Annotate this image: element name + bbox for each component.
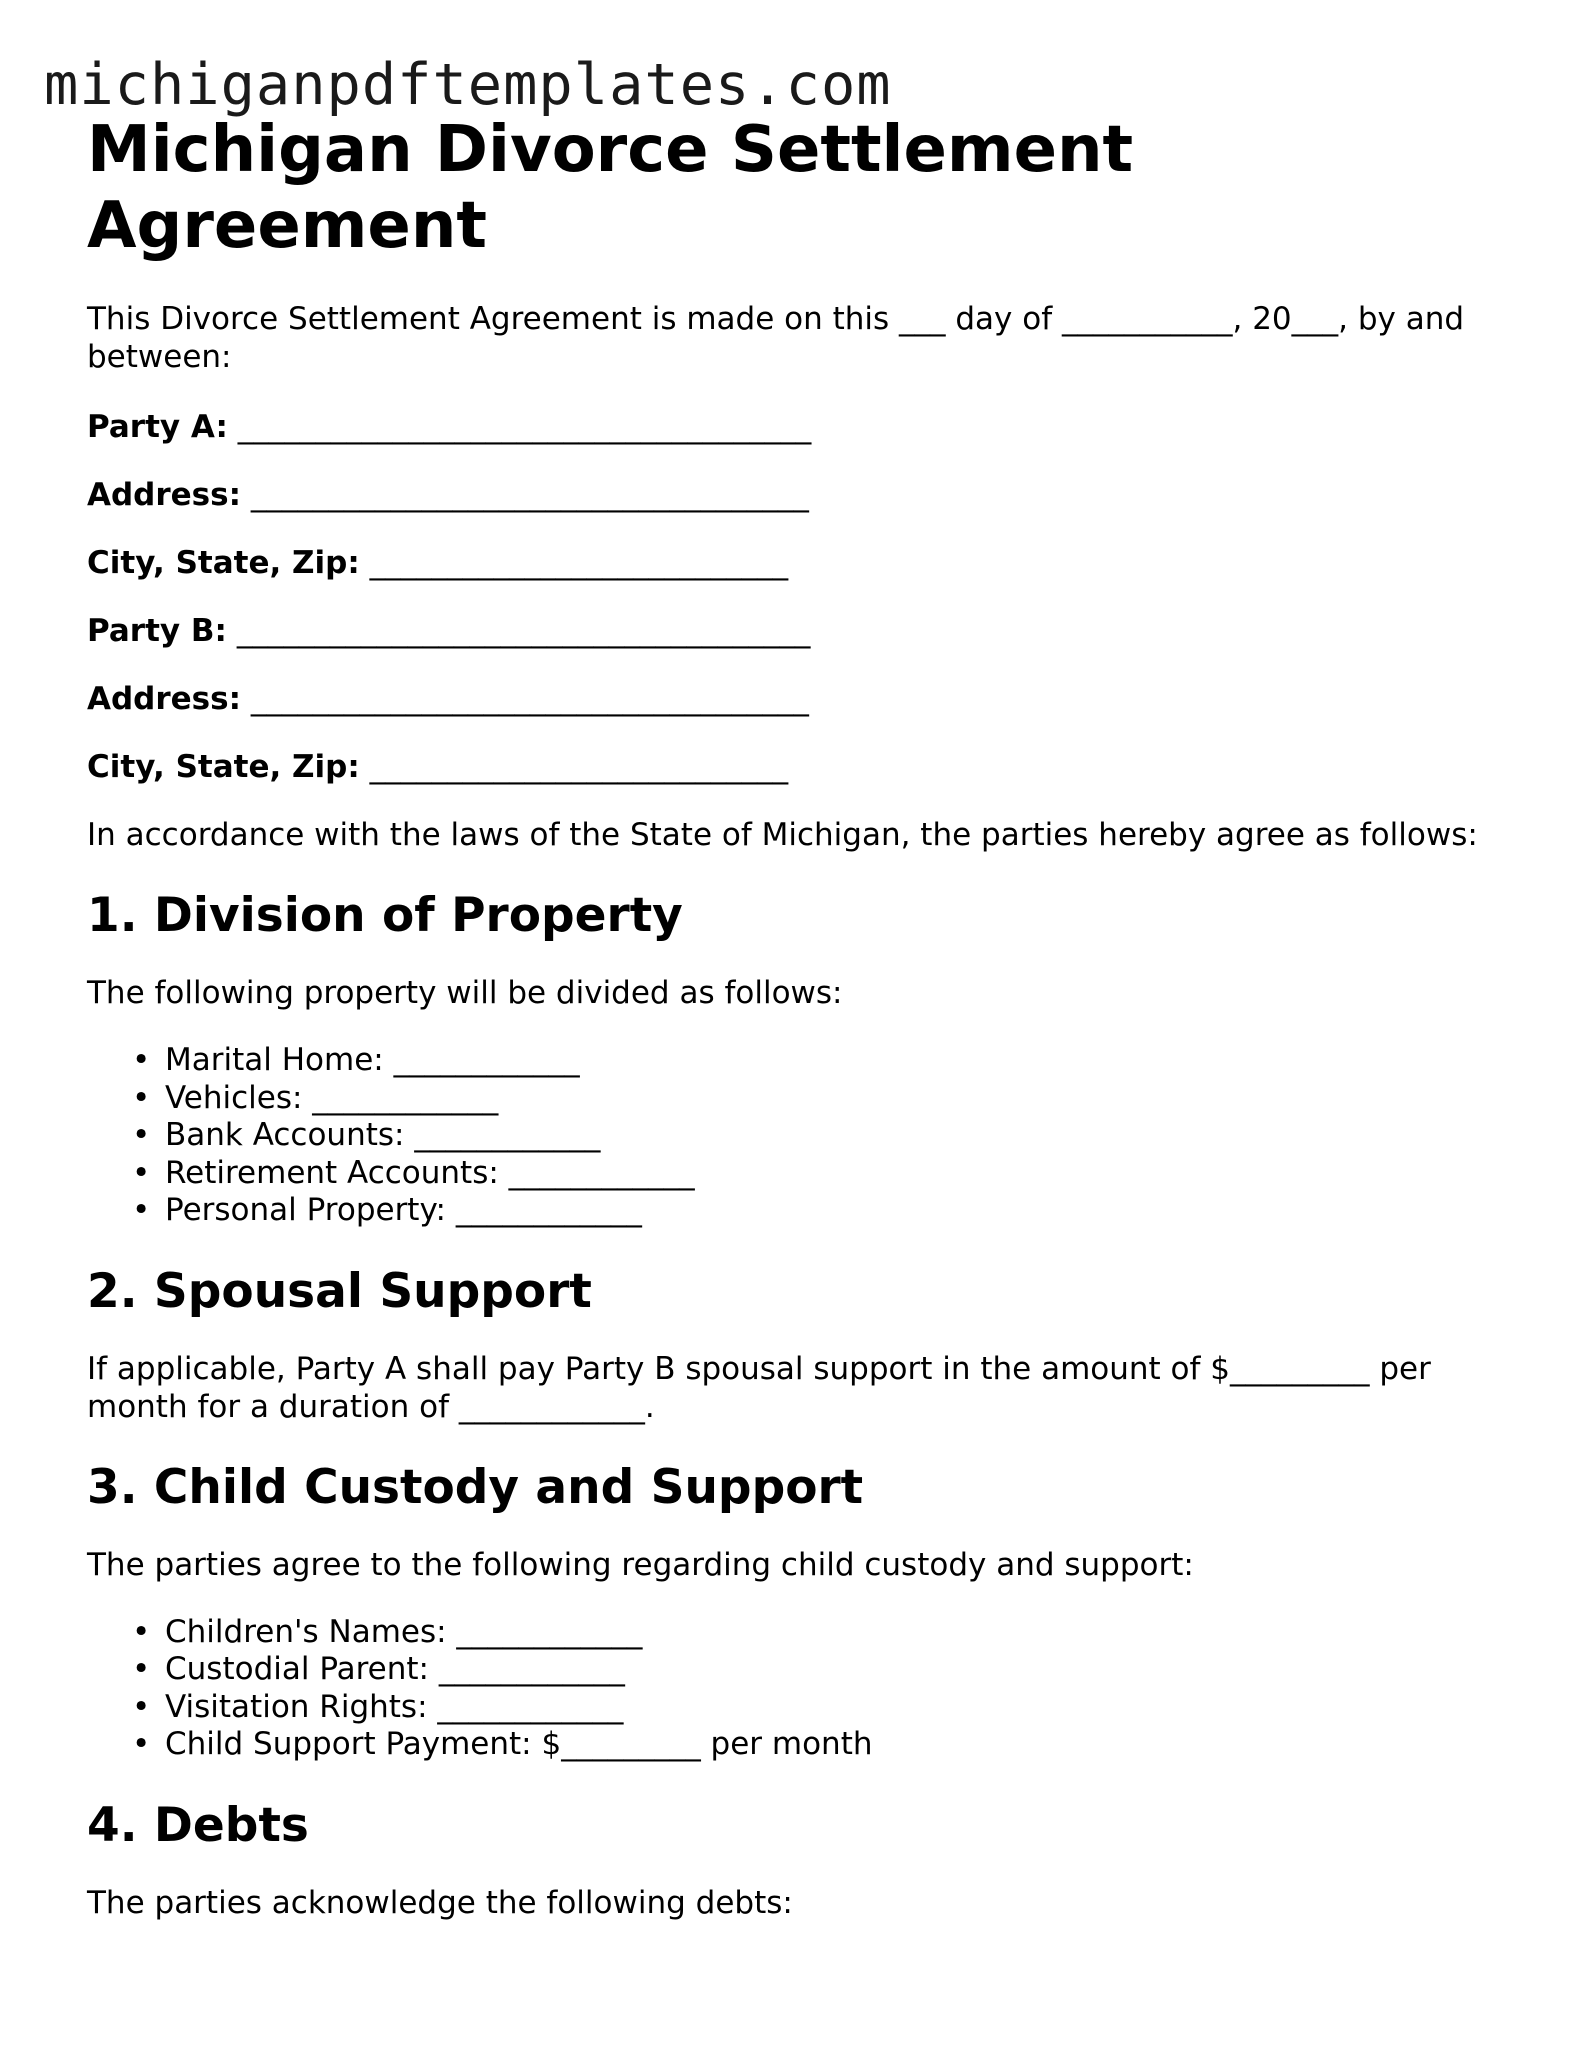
list-item-text: Retirement Accounts: ____________ xyxy=(165,1154,695,1191)
party-a-label: Party A: xyxy=(87,409,228,445)
party-a-address-blank[interactable]: ____________________________________ xyxy=(250,477,809,513)
party-b-city-field xyxy=(87,748,1507,786)
party-a-address-label: Address: xyxy=(87,477,241,513)
bullet-icon: • xyxy=(132,1117,151,1153)
party-b-city-blank[interactable]: ___________________________ xyxy=(369,749,789,785)
list-item xyxy=(132,1117,1507,1155)
section-heading-debts: 4. Debts xyxy=(87,1797,309,1853)
list-item xyxy=(132,1154,1507,1193)
bullet-icon: • xyxy=(132,1192,151,1228)
list-item xyxy=(132,1079,1507,1118)
list-item-text: Bank Accounts: ____________ xyxy=(165,1117,601,1153)
bullet-icon: • xyxy=(132,1726,151,1762)
debts-paragraph: The parties acknowledge the following debts: xyxy=(87,1884,793,1921)
list-item-text: Marital Home: ____________ xyxy=(165,1042,580,1078)
party-b-label: Party B: xyxy=(87,613,227,649)
list-item-text: Children's Names: ____________ xyxy=(165,1613,643,1650)
list-item xyxy=(132,1651,1507,1689)
party-a-city-label: City, State, Zip: xyxy=(87,545,360,581)
bullet-icon: • xyxy=(132,1154,151,1191)
party-b-address-label: Address: xyxy=(87,681,241,717)
spousal-paragraph: If applicable, Party A shall pay Party B spousal support in the amount of $_________ per month for a duration of ____________. xyxy=(87,1350,1431,1425)
watermark: michiganpdftemplates.com xyxy=(44,52,892,118)
party-b-field xyxy=(87,612,1507,650)
party-a-blank[interactable]: _____________________________________ xyxy=(237,409,812,445)
list-item-text: Personal Property: ____________ xyxy=(165,1192,642,1228)
party-b-city-label: City, State, Zip: xyxy=(87,749,360,785)
party-b-address-blank[interactable]: ____________________________________ xyxy=(250,681,809,717)
list-item-text: Vehicles: ____________ xyxy=(165,1079,499,1116)
child-intro: The parties agree to the following regarding child custody and support: xyxy=(87,1546,1194,1583)
bullet-icon: • xyxy=(132,1042,151,1078)
party-a-address-field xyxy=(87,476,1507,514)
bullet-icon: • xyxy=(132,1613,151,1650)
document-title: Michigan Divorce Settlement Agreement xyxy=(87,113,1134,263)
bullet-icon: • xyxy=(132,1079,151,1116)
party-b-address-field xyxy=(87,680,1507,718)
list-item xyxy=(132,1613,1507,1652)
list-item xyxy=(132,1726,1507,1764)
child-list xyxy=(87,1614,1507,1764)
intro-paragraph: This Divorce Settlement Agreement is made on this ___ day of ___________, 20___, by and between: xyxy=(87,301,1465,375)
section-heading-spousal: 2. Spousal Support xyxy=(87,1263,592,1319)
list-item-text: Custodial Parent: ____________ xyxy=(165,1651,625,1687)
list-item xyxy=(132,1688,1507,1727)
document-page xyxy=(87,112,1507,1922)
bullet-icon: • xyxy=(132,1651,151,1687)
list-item-text: Visitation Rights: ____________ xyxy=(165,1688,624,1725)
party-a-city-blank[interactable]: ___________________________ xyxy=(369,545,789,581)
list-item-text: Child Support Payment: $_________ per month xyxy=(165,1726,873,1762)
section-heading-child: 3. Child Custody and Support xyxy=(87,1459,864,1515)
property-intro: The following property will be divided as follows: xyxy=(87,975,843,1011)
party-a-field xyxy=(87,408,1507,446)
party-b-blank[interactable]: _____________________________________ xyxy=(236,613,811,649)
property-list xyxy=(87,1042,1507,1230)
list-item xyxy=(132,1042,1507,1080)
accordance-paragraph: In accordance with the laws of the State of Michigan, the parties hereby agree as follows: xyxy=(87,817,1478,853)
bullet-icon: • xyxy=(132,1688,151,1725)
party-a-city-field xyxy=(87,544,1507,582)
section-heading-property: 1. Division of Property xyxy=(87,888,683,943)
list-item xyxy=(132,1192,1507,1230)
